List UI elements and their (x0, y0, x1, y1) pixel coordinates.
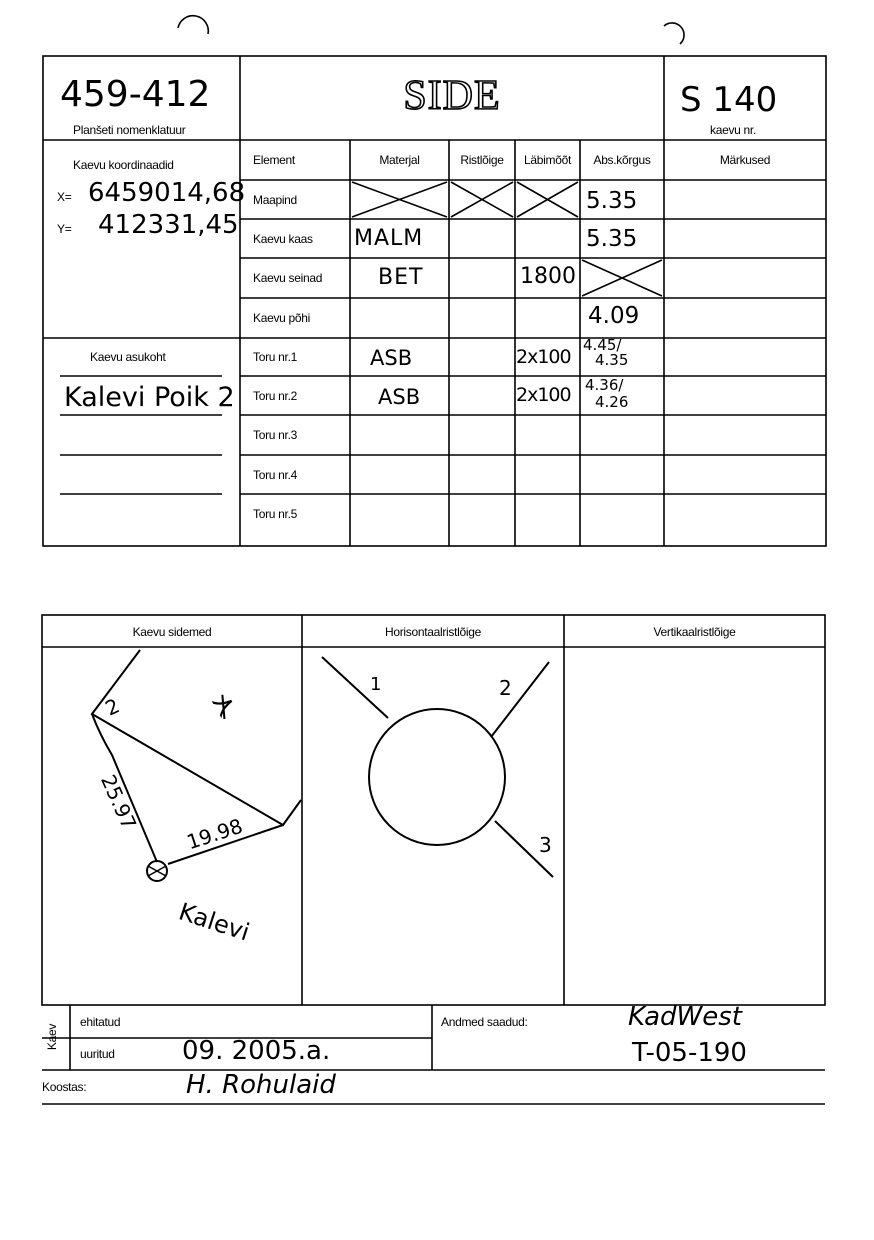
header-diameter: Läbimõõt (524, 153, 571, 167)
x-coordinate: 6459014,68 (88, 178, 246, 208)
plansheet-number: 459-412 (60, 74, 211, 115)
header-section: Ristlõige (460, 153, 504, 167)
abs-height-top: 4.36/ (585, 376, 624, 394)
row-label: Toru nr.1 (253, 350, 297, 364)
distance-label: 25.97 (96, 770, 142, 834)
street-label: Kalevi (175, 897, 253, 947)
row-label: Kaevu seinad (253, 271, 323, 285)
material-value: MALM (354, 226, 424, 251)
pipe-label-2: 2 (499, 676, 512, 700)
material-value: ASB (378, 385, 421, 409)
row-label: Maapind (253, 193, 297, 207)
header-notes: Märkused (719, 153, 771, 167)
location-value: Kalevi Poik 2 (64, 382, 235, 413)
well-side-label: Kaev (45, 1023, 60, 1051)
section-ties-title: Kaevu sidemed (132, 625, 212, 639)
header-abs-height: Abs.kõrgus (593, 153, 651, 167)
row-label: Toru nr.5 (253, 507, 297, 521)
section-vertical-title: Vertikaalristlõige (653, 625, 736, 639)
abs-height-value: 4.09 (588, 303, 640, 329)
data-source-code: T-05-190 (632, 1038, 747, 1068)
diameter-value: 2x100 (516, 346, 571, 368)
abs-height-value: 5.35 (586, 188, 638, 214)
north-arrow-icon: ⊁ (205, 684, 243, 725)
distance-label: 19.98 (183, 813, 246, 855)
diameter-value: 2x100 (516, 384, 571, 406)
x-label: X= (57, 190, 72, 204)
section-horizontal-title: Horisontaalristlõige (384, 625, 482, 639)
row-label: Toru nr.2 (253, 389, 297, 403)
material-value: ASB (370, 346, 413, 370)
y-label: Y= (57, 222, 72, 236)
row-label: Kaevu kaas (253, 232, 313, 246)
author-label: Koostas: (42, 1080, 87, 1094)
abs-height-top: 4.45/ (583, 336, 622, 354)
abs-height-bottom: 4.35 (595, 351, 629, 369)
data-source-value: KadWest (628, 1002, 743, 1032)
row-label: Toru nr.4 (253, 468, 297, 482)
data-source-label: Andmed saadud: (441, 1015, 528, 1029)
diameter-value: 1800 (520, 264, 576, 289)
punch-hole-mark (178, 16, 208, 34)
coordinates-label: Kaevu koordinaadid (73, 158, 174, 172)
well-number: S 140 (680, 80, 778, 120)
location-label: Kaevu asukoht (90, 350, 166, 364)
surveyed-date: 09. 2005.a. (182, 1036, 331, 1066)
well-number-label: kaevu nr. (710, 123, 756, 137)
material-value: BET (378, 265, 424, 290)
abs-height-bottom: 4.26 (595, 393, 629, 411)
pipe-label-1: 1 (370, 674, 382, 695)
plansheet-label: Planšeti nomenklatuur (73, 123, 186, 137)
header-element: Element (253, 153, 295, 167)
sketch-label-2: 2 (101, 693, 124, 721)
built-label: ehitatud (80, 1015, 121, 1029)
header-material: Materjal (379, 153, 420, 167)
author-value: H. Rohulaid (186, 1070, 336, 1100)
pipe-label-3: 3 (539, 833, 552, 857)
punch-hole-mark (664, 23, 684, 44)
surveyed-label: uuritud (80, 1047, 115, 1061)
y-coordinate: 412331,45 (98, 210, 239, 240)
page-title: SIDE (403, 73, 501, 119)
row-label: Toru nr.3 (253, 428, 297, 442)
row-label: Kaevu põhi (253, 311, 311, 325)
abs-height-value: 5.35 (586, 226, 638, 252)
